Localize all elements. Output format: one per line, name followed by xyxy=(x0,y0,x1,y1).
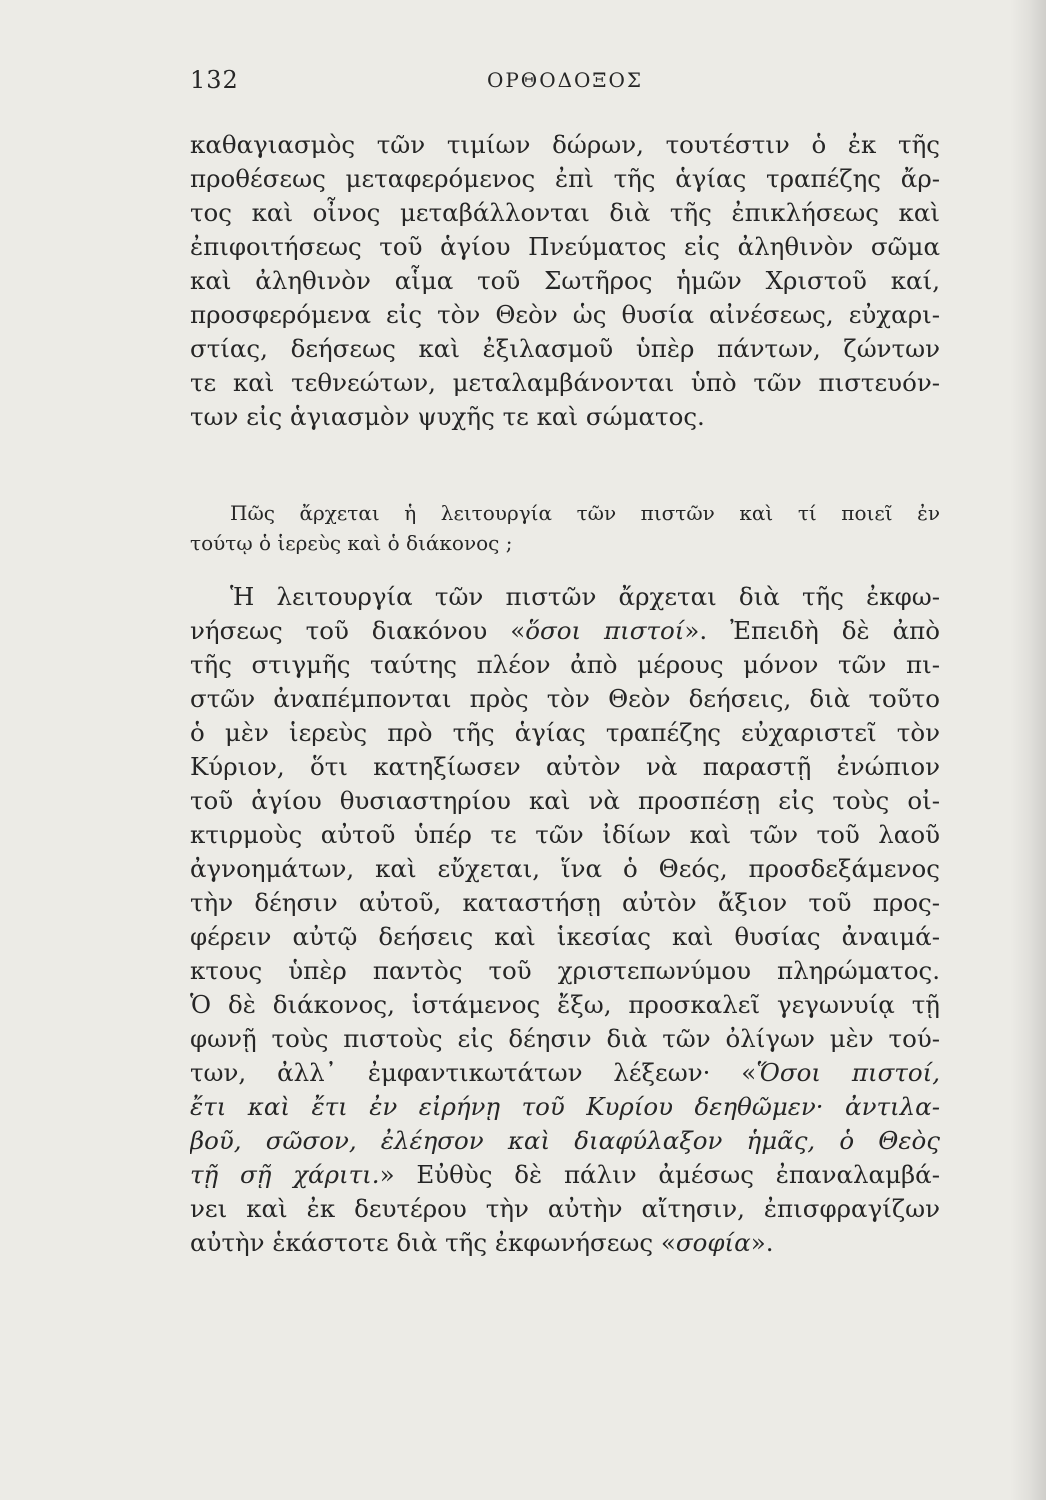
italic-quote: βοῦ, σῶσον, ἐλέησον καὶ διαφύλαξον ἡμᾶς, ὁ Θεὸς xyxy=(190,1126,940,1155)
text-line: στῶν ἀναπέμπονται πρὸς τὸν Θεὸν δεήσεις, διὰ τοῦτο xyxy=(190,684,940,713)
text-run: » Εὐθὺς δὲ πάλιν ἀμέσως ἐπαναλαμβά- xyxy=(379,1160,940,1189)
text-line: καθαγιασμὸς τῶν τιμίων δώρων, τουτέστιν ὁ ἐκ τῆς xyxy=(190,130,940,159)
text-line: καὶ ἀληθινὸν αἷμα τοῦ Σωτῆρος ἡμῶν Χριστοῦ καί, xyxy=(190,266,940,295)
text-line: κτους ὑπὲρ παντὸς τοῦ χριστεπωνύμου πληρώματος. xyxy=(190,956,940,985)
text-line: κτιρμοὺς αὐτοῦ ὑπέρ τε τῶν ἰδίων καὶ τῶν τοῦ λαοῦ xyxy=(190,820,940,849)
text-line: Ὁ δὲ διάκονος, ἱστάμενος ἔξω, προσκαλεῖ γεγωνυίᾳ τῇ xyxy=(190,990,940,1019)
italic-quote: ὅσοι πιστοί xyxy=(525,616,685,645)
text-run: νήσεως τοῦ διακόνου « xyxy=(190,616,526,645)
question-line: Πῶς ἄρχεται ἡ λειτουργία τῶν πιστῶν καὶ τί ποιεῖ ἐν xyxy=(230,501,940,525)
italic-quote: σοφία xyxy=(675,1228,751,1257)
text-line xyxy=(190,1090,940,1124)
text-line: τὴν δέησιν αὐτοῦ, καταστήσῃ αὐτὸν ἄξιον τοῦ προς- xyxy=(190,888,940,917)
text-line xyxy=(190,614,940,648)
text-line: προθέσεως μεταφερόμενος ἐπὶ τῆς ἁγίας τραπέζης ἄρ- xyxy=(190,164,940,193)
italic-quote: ἔτι καὶ ἔτι ἐν εἰρήνῃ τοῦ Κυρίου δεηθῶμεν· ἀντιλα- xyxy=(190,1092,940,1121)
text-line: ὁ μὲν ἱερεὺς πρὸ τῆς ἁγίας τραπέζης εὐχαριστεῖ τὸν xyxy=(190,718,940,747)
text-line: Ἡ λειτουργία τῶν πιστῶν ἄρχεται διὰ τῆς ἐκφω- xyxy=(230,582,940,611)
text-line: τος καὶ οἶνος μεταβάλλονται διὰ τῆς ἐπικλήσεως καὶ xyxy=(190,198,940,227)
paragraph-1 xyxy=(190,128,940,434)
text-run: ». xyxy=(750,1228,774,1257)
page-header xyxy=(190,66,940,106)
question-heading xyxy=(190,498,940,558)
text-line: τε καὶ τεθνεώτων, μεταλαμβάνονται ὑπὸ τῶν πιστευόν- xyxy=(190,368,940,397)
text-line: φέρειν αὐτῷ δεήσεις καὶ ἱκεσίας καὶ θυσίας ἀναιμά- xyxy=(190,922,940,951)
page-shadow-edge xyxy=(1010,0,1046,1500)
italic-quote: τῇ σῇ χάριτι. xyxy=(190,1160,380,1189)
question-line: τούτῳ ὁ ἱερεὺς καὶ ὁ διάκονος ; xyxy=(190,531,513,555)
text-line xyxy=(190,1056,940,1090)
page-number: 132 xyxy=(190,66,239,94)
text-line: ἐπιφοιτήσεως τοῦ ἁγίου Πνεύματος εἰς ἀληθινὸν σῶμα xyxy=(190,232,940,261)
text-line xyxy=(190,1124,940,1158)
text-line: ἀγνοημάτων, καὶ εὔχεται, ἵνα ὁ Θεός, προσδεξάμενος xyxy=(190,854,940,883)
text-run: ». Ἐπειδὴ δὲ ἀπὸ xyxy=(684,616,940,645)
italic-quote: Ὅσοι πιστοί, xyxy=(756,1058,940,1087)
text-line: νει καὶ ἐκ δευτέρου τὴν αὐτὴν αἴτησιν, ἐπισφραγίζων xyxy=(190,1194,940,1223)
text-run: αὐτὴν ἑκάστοτε διὰ τῆς ἐκφωνήσεως « xyxy=(190,1228,676,1257)
text-line: τῆς στιγμῆς ταύτης πλέον ἀπὸ μέρους μόνον τῶν πι- xyxy=(190,650,940,679)
text-line: φωνῇ τοὺς πιστοὺς εἰς δέησιν διὰ τῶν ὀλίγων μὲν τού- xyxy=(190,1024,940,1053)
text-line: προσφερόμενα εἰς τὸν Θεὸν ὡς θυσία αἰνέσεως, εὐχαρι- xyxy=(190,300,940,329)
running-title: ΟΡΘΟΔΟΞΟΣ xyxy=(486,68,644,92)
text-line xyxy=(190,1226,940,1260)
paragraph-2 xyxy=(190,580,940,1260)
text-line xyxy=(190,1158,940,1192)
text-line: των εἰς ἁγιασμὸν ψυχῆς τε καὶ σώματος. xyxy=(190,402,705,431)
text-line: στίας, δεήσεως καὶ ἐξιλασμοῦ ὑπὲρ πάντων, ζώντων xyxy=(190,334,940,363)
text-line: Κύριον, ὅτι κατηξίωσεν αὐτὸν νὰ παραστῇ ἐνώπιον xyxy=(190,752,940,781)
text-line: τοῦ ἁγίου θυσιαστηρίου καὶ νὰ προσπέσῃ εἰς τοὺς οἰ- xyxy=(190,786,940,815)
text-run: των, ἀλλ᾽ ἐμφαντικωτάτων λέξεων· « xyxy=(190,1058,757,1087)
